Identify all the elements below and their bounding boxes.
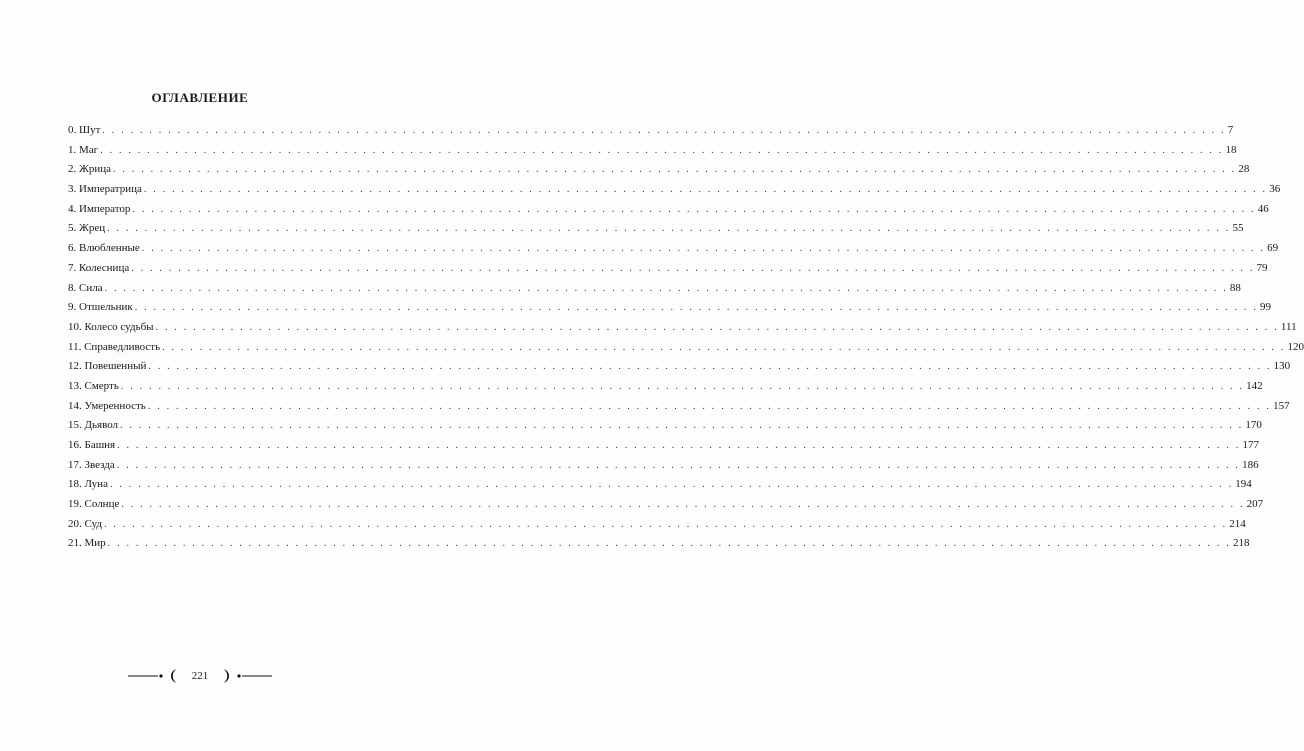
toc-entry-label: 18. Луна (68, 478, 108, 491)
toc-entry-page: 55 (1232, 222, 1244, 235)
toc-entry-page: 186 (1242, 458, 1259, 471)
toc-entry-label: 12. Повешенный (68, 360, 147, 373)
table-of-contents (68, 121, 1304, 554)
toc-entry-page: 99 (1260, 301, 1272, 314)
toc-entry-label: 8. Сила (68, 281, 103, 294)
toc-leader-dots: . . . . . . . . . . . . . . . . . . . . . . . . . . . . . . . . . . . . . . . . . . . . . . . . . . . . . . . . . . . . . . . . . . . . . . . . . . . . . . . . . . . . . . . . . . . . . . . . . . . . . . . . . . . . . . . . . . . . . . . . (107, 538, 1231, 550)
page-number: 221 (191, 670, 209, 682)
toc-entry (68, 298, 1272, 318)
toc-entry-label: 2. Жрица (68, 163, 112, 176)
toc-entry-page: 69 (1267, 242, 1279, 255)
toc-entry-page: 28 (1238, 163, 1250, 176)
toc-entry-page: 142 (1246, 379, 1263, 392)
toc-leader-dots: . . . . . . . . . . . . . . . . . . . . . . . . . . . . . . . . . . . . . . . . . . . . . . . . . . . . . . . . . . . . . . . . . . . . . . . . . . . . . . . . . . . . . . . . . . . . . . . . . . . . . . . . . . . . . . . . . . . . . . . . (104, 282, 1228, 294)
toc-leader-dots: . . . . . . . . . . . . . . . . . . . . . . . . . . . . . . . . . . . . . . . . . . . . . . . . . . . . . . . . . . . . . . . . . . . . . . . . . . . . . . . . . . . . . . . . . . . . . . . . . . . . . . . . . . . . . . . . . . . . . . . . (103, 518, 1228, 530)
toc-entry (68, 515, 1246, 535)
toc-leader-dots: . . . . . . . . . . . . . . . . . . . . . . . . . . . . . . . . . . . . . . . . . . . . . . . . . . . . . . . . . . . . . . . . . . . . . . . . . . . . . . . . . . . . . . . . . . . . . . . . . . . . . . . . . . . . . . . . . . . . . . . . (131, 262, 1255, 274)
toc-entry (68, 377, 1263, 397)
toc-entry (68, 436, 1259, 456)
page-footer (0, 664, 400, 688)
toc-entry-label: 5. Жрец (68, 222, 106, 235)
toc-entry-page: 130 (1273, 360, 1291, 373)
toc-entry-page: 214 (1229, 517, 1246, 530)
toc-entry (68, 338, 1304, 358)
toc-entry-page: 120 (1287, 340, 1304, 353)
toc-entry-page: 111 (1280, 320, 1297, 333)
toc-entry (68, 200, 1269, 220)
toc-entry-label: 21. Мир (68, 537, 106, 550)
toc-leader-dots: . . . . . . . . . . . . . . . . . . . . . . . . . . . . . . . . . . . . . . . . . . . . . . . . . . . . . . . . . . . . . . . . . . . . . . . . . . . . . . . . . . . . . . . . . . . . . . . . . . . . . . . . . . . . . . . . . . . . . . . . (109, 479, 1234, 491)
toc-entry-label: 11. Справедливость (68, 340, 161, 353)
toc-entry (68, 475, 1252, 495)
toc-entry-page: 79 (1256, 261, 1268, 274)
toc-leader-dots: . . . . . . . . . . . . . . . . . . . . . . . . . . . . . . . . . . . . . . . . . . . . . . . . . . . . . . . . . . . . . . . . . . . . . . . . . . . . . . . . . . . . . . . . . . . . . . . . . . . . . . . . . . . . . . . . . . . . . . . . (116, 459, 1241, 471)
toc-entry-page: 177 (1242, 439, 1259, 451)
toc-entry-label: 6. Влюбленные (68, 242, 140, 255)
toc-entry (68, 160, 1250, 180)
toc-entry (68, 141, 1237, 161)
toc-leader-dots: . . . . . . . . . . . . . . . . . . . . . . . . . . . . . . . . . . . . . . . . . . . . . . . . . . . . . . . . . . . . . . . . . . . . . . . . . . . . . . . . . . . . . . . . . . . . . . . . . . . . . . . . . . . . . . . . . . . . . . . . (134, 302, 1259, 314)
toc-entry-label: 19. Солнце (68, 498, 120, 511)
toc-leader-dots: . . . . . . . . . . . . . . . . . . . . . . . . . . . . . . . . . . . . . . . . . . . . . . . . . . . . . . . . . . . . . . . . . . . . . . . . . . . . . . . . . . . . . . . . . . . . . . . . . . . . . . . . . . . . . . . . . . . . . . . . (102, 125, 1226, 136)
toc-entry-page: 7 (1227, 124, 1234, 136)
toc-leader-dots: . . . . . . . . . . . . . . . . . . . . . . . . . . . . . . . . . . . . . . . . . . . . . . . . . . . . . . . . . . . . . . . . . . . . . . . . . . . . . . . . . . . . . . . . . . . . . . . . . . . . . . . . . . . . . . . . . . . . . . . . (141, 243, 1266, 255)
toc-entry (68, 416, 1262, 436)
toc-entry-label: 10. Колесо судьбы (68, 320, 154, 333)
toc-entry-page: 194 (1235, 478, 1252, 491)
toc-leader-dots: . . . . . . . . . . . . . . . . . . . . . . . . . . . . . . . . . . . . . . . . . . . . . . . . . . . . . . . . . . . . . . . . . . . . . . . . . . . . . . . . . . . . . . . . . . . . . . . . . . . . . . . . . . . . . . . . . . . . . . . . (155, 321, 1279, 333)
toc-entry-page: 88 (1229, 281, 1241, 294)
toc-leader-dots: . . . . . . . . . . . . . . . . . . . . . . . . . . . . . . . . . . . . . . . . . . . . . . . . . . . . . . . . . . . . . . . . . . . . . . . . . . . . . . . . . . . . . . . . . . . . . . . . . . . . . . . . . . . . . . . . . . . . . . . . (148, 361, 1272, 373)
toc-entry-label: 4. Император (68, 202, 131, 215)
toc-entry-label: 16. Башня (68, 439, 116, 451)
toc-leader-dots: . . . . . . . . . . . . . . . . . . . . . . . . . . . . . . . . . . . . . . . . . . . . . . . . . . . . . . . . . . . . . . . . . . . . . . . . . . . . . . . . . . . . . . . . . . . . . . . . . . . . . . . . . . . . . . . . . . . . . . . . (162, 341, 1286, 353)
toc-entry-label: 13. Смерть (68, 379, 119, 392)
toc-entry-label: 1. Маг (68, 143, 99, 156)
toc-entry (68, 318, 1297, 338)
toc-entry-label: 14. Умеренность (68, 399, 146, 412)
toc-entry-page: 46 (1257, 202, 1269, 215)
toc-entry-label: 7. Колесница (68, 261, 130, 274)
right-moon-ornament-icon (214, 667, 272, 685)
toc-entry (68, 397, 1290, 417)
toc-entry-label: 20. Суд (68, 517, 102, 530)
toc-entry (68, 121, 1234, 141)
toc-title: ОГЛАВЛЕНИЕ (151, 90, 249, 105)
toc-entry (68, 495, 1264, 515)
toc-entry-page: 18 (1225, 143, 1237, 156)
toc-entry-label: 17. Звезда (68, 458, 115, 471)
toc-leader-dots: . . . . . . . . . . . . . . . . . . . . . . . . . . . . . . . . . . . . . . . . . . . . . . . . . . . . . . . . . . . . . . . . . . . . . . . . . . . . . . . . . . . . . . . . . . . . . . . . . . . . . . . . . . . . . . . . . . . . . . . . (132, 203, 1256, 215)
toc-leader-dots: . . . . . . . . . . . . . . . . . . . . . . . . . . . . . . . . . . . . . . . . . . . . . . . . . . . . . . . . . . . . . . . . . . . . . . . . . . . . . . . . . . . . . . . . . . . . . . . . . . . . . . . . . . . . . . . . . . . . . . . . (113, 164, 1237, 176)
toc-leader-dots: . . . . . . . . . . . . . . . . . . . . . . . . . . . . . . . . . . . . . . . . . . . . . . . . . . . . . . . . . . . . . . . . . . . . . . . . . . . . . . . . . . . . . . . . . . . . . . . . . . . . . . . . . . . . . . . . . . . . . . . . (120, 420, 1244, 432)
toc-entry-page: 36 (1269, 183, 1281, 196)
toc-entry-label: 15. Дьявол (68, 419, 119, 432)
toc-entry (68, 259, 1268, 279)
toc-entry (68, 534, 1250, 554)
left-moon-ornament-icon (128, 667, 186, 685)
toc-entry-label: 3. Императрица (68, 183, 142, 196)
toc-entry (68, 357, 1291, 377)
toc-leader-dots: . . . . . . . . . . . . . . . . . . . . . . . . . . . . . . . . . . . . . . . . . . . . . . . . . . . . . . . . . . . . . . . . . . . . . . . . . . . . . . . . . . . . . . . . . . . . . . . . . . . . . . . . . . . . . . . . . . . . . . . . (147, 400, 1272, 412)
toc-entry-label: 0. Шут (68, 124, 101, 136)
toc-leader-dots: . . . . . . . . . . . . . . . . . . . . . . . . . . . . . . . . . . . . . . . . . . . . . . . . . . . . . . . . . . . . . . . . . . . . . . . . . . . . . . . . . . . . . . . . . . . . . . . . . . . . . . . . . . . . . . . . . . . . . . . . (100, 144, 1224, 156)
toc-leader-dots: . . . . . . . . . . . . . . . . . . . . . . . . . . . . . . . . . . . . . . . . . . . . . . . . . . . . . . . . . . . . . . . . . . . . . . . . . . . . . . . . . . . . . . . . . . . . . . . . . . . . . . . . . . . . . . . . . . . . . . . . (117, 440, 1241, 451)
toc-entry-page: 207 (1246, 498, 1264, 511)
toc-entry-page: 218 (1232, 537, 1250, 550)
toc-entry (68, 219, 1244, 239)
toc-leader-dots: . . . . . . . . . . . . . . . . . . . . . . . . . . . . . . . . . . . . . . . . . . . . . . . . . . . . . . . . . . . . . . . . . . . . . . . . . . . . . . . . . . . . . . . . . . . . . . . . . . . . . . . . . . . . . . . . . . . . . . . . (121, 499, 1245, 511)
toc-entry (68, 279, 1241, 299)
toc-entry-label: 9. Отшельник (68, 301, 133, 314)
toc-entry-page: 170 (1245, 419, 1262, 432)
toc-leader-dots: . . . . . . . . . . . . . . . . . . . . . . . . . . . . . . . . . . . . . . . . . . . . . . . . . . . . . . . . . . . . . . . . . . . . . . . . . . . . . . . . . . . . . . . . . . . . . . . . . . . . . . . . . . . . . . . . . . . . . . . . (120, 380, 1245, 392)
toc-entry (68, 456, 1259, 476)
toc-entry (68, 239, 1279, 259)
toc-leader-dots: . . . . . . . . . . . . . . . . . . . . . . . . . . . . . . . . . . . . . . . . . . . . . . . . . . . . . . . . . . . . . . . . . . . . . . . . . . . . . . . . . . . . . . . . . . . . . . . . . . . . . . . . . . . . . . . . . . . . . . . . (143, 184, 1268, 196)
toc-entry-page: 157 (1273, 399, 1290, 412)
toc-entry (68, 180, 1281, 200)
toc-leader-dots: . . . . . . . . . . . . . . . . . . . . . . . . . . . . . . . . . . . . . . . . . . . . . . . . . . . . . . . . . . . . . . . . . . . . . . . . . . . . . . . . . . . . . . . . . . . . . . . . . . . . . . . . . . . . . . . . . . . . . . . . (107, 223, 1231, 235)
